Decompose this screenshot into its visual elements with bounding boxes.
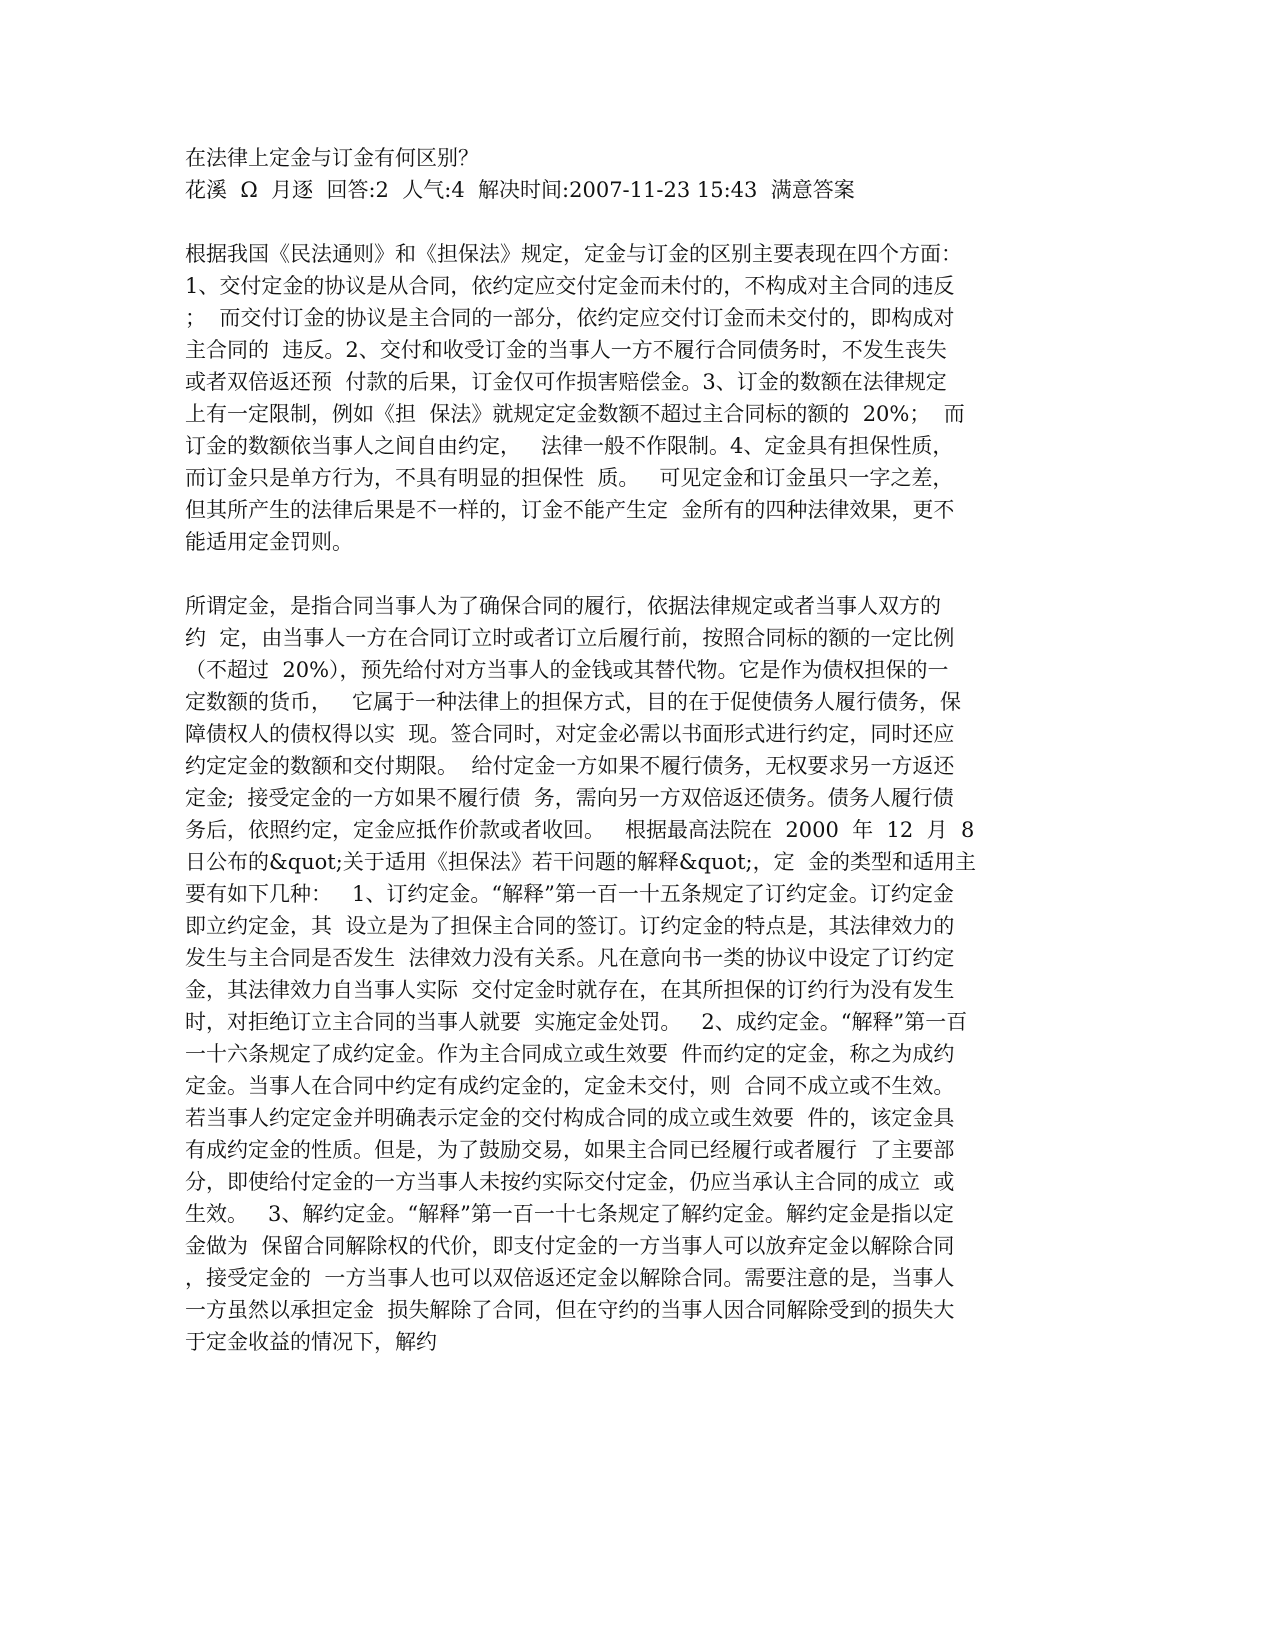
text-line: 约 定，由当事人一方在合同订立时或者订立后履行前，按照合同标的额的一定比例 bbox=[185, 626, 955, 650]
document-page bbox=[185, 142, 1080, 1358]
text-line: 生效。 3、解约定金。“解释”第一百一十七条规定了解约定金。解约定金是指以定 bbox=[185, 1202, 954, 1226]
text-line: 时，对拒绝订立主合同的当事人就要 实施定金处罚。 2、成约定金。“解释”第一百 bbox=[185, 1010, 968, 1034]
text-line: 根据我国《民法通则》和《担保法》规定，定金与订金的区别主要表现在四个方面： bbox=[185, 242, 962, 266]
text-line: 障债权人的债权得以实 现。签合同时，对定金必需以书面形式进行约定，同时还应 bbox=[185, 722, 955, 746]
text-line: 发生与主合同是否发生 法律效力没有关系。凡在意向书一类的协议中设定了订约定 bbox=[185, 946, 955, 970]
text-line: 分，即使给付定金的一方当事人未按约实际交付定金，仍应当承认主合同的成立 或 bbox=[185, 1170, 955, 1194]
document-title: 在法律上定金与订金有何区别？ bbox=[185, 146, 479, 170]
text-line: 一十六条规定了成约定金。作为主合同成立或生效要 件而约定的定金，称之为成约 bbox=[185, 1042, 955, 1066]
text-line: 而订金只是单方行为，不具有明显的担保性 质。 可见定金和订金虽只一字之差， bbox=[185, 466, 954, 490]
text-line: 一方虽然以承担定金 损失解除了合同，但在守约的当事人因合同解除受到的损失大 bbox=[185, 1298, 955, 1322]
text-line: ，接受定金的 一方当事人也可以双倍返还定金以解除合同。需要注意的是，当事人 bbox=[185, 1266, 955, 1290]
text-line: 1、交付定金的协议是从合同，依约定应交付定金而未付的，不构成对主合同的违反 bbox=[185, 274, 955, 298]
text-line: 定数额的货币， 它属于一种法律上的担保方式，目的在于促使债务人履行债务，保 bbox=[185, 690, 962, 714]
spacer bbox=[185, 558, 1080, 590]
text-line: ； 而交付订金的协议是主合同的一部分，依约定应交付订金而未交付的，即构成对 bbox=[185, 306, 955, 330]
paragraph-definition bbox=[185, 590, 1080, 1358]
text-line: 金做为 保留合同解除权的代价，即支付定金的一方当事人可以放弃定金以解除合同 bbox=[185, 1234, 955, 1258]
text-line: 务后，依照约定，定金应抵作价款或者收回。 根据最高法院在 2000 年 12 月 8 bbox=[185, 818, 975, 842]
text-line: 日公布的&quot;关于适用《担保法》若干问题的解释&quot;，定 金的类型和适用主 bbox=[185, 850, 976, 874]
text-line: 约定定金的数额和交付期限。 给付定金一方如果不履行债务，无权要求另一方返还 bbox=[185, 754, 955, 778]
text-line: 要有如下几种： 1、订约定金。“解释”第一百一十五条规定了订约定金。订约定金 bbox=[185, 882, 954, 906]
text-line: 即立约定金，其 设立是为了担保主合同的签订。订约定金的特点是，其法律效力的 bbox=[185, 914, 955, 938]
text-line: 能适用定金罚则。 bbox=[185, 530, 353, 554]
text-line: 有成约定金的性质。但是，为了鼓励交易，如果主合同已经履行或者履行 了主要部 bbox=[185, 1138, 955, 1162]
text-line: 若当事人约定定金并明确表示定金的交付构成合同的成立或生效要 件的，该定金具 bbox=[185, 1106, 955, 1130]
answer-meta-line: 花溪 Ω 月逐 回答:2 人气:4 解决时间:2007-11-23 15:43 满意答案 bbox=[185, 178, 855, 202]
text-line: 主合同的 违反。2、交付和收受订金的当事人一方不履行合同债务时，不发生丧失 bbox=[185, 338, 947, 362]
text-line: 所谓定金，是指合同当事人为了确保合同的履行，依据法律规定或者当事人双方的 bbox=[185, 594, 941, 618]
text-line: 订金的数额依当事人之间自由约定， 法律一般不作限制。4、定金具有担保性质， bbox=[185, 434, 954, 458]
text-line: 上有一定限制，例如《担 保法》就规定定金数额不超过主合同标的额的 20%； 而 bbox=[185, 402, 965, 426]
text-line: 定金; 接受定金的一方如果不履行债 务，需向另一方双倍返还债务。债务人履行债 bbox=[185, 786, 954, 810]
text-line: （不超过 20%），预先给付对方当事人的金钱或其替代物。它是作为债权担保的一 bbox=[185, 658, 949, 682]
paragraph-differences bbox=[185, 238, 1080, 558]
spacer bbox=[185, 206, 1080, 238]
text-line: 金，其法律效力自当事人实际 交付定金时就存在，在其所担保的订约行为没有发生 bbox=[185, 978, 955, 1002]
text-line: 于定金收益的情况下，解约 bbox=[185, 1330, 437, 1354]
text-line: 定金。当事人在合同中约定有成约定金的，定金未交付，则 合同不成立或不生效。 bbox=[185, 1074, 955, 1098]
text-line: 或者双倍返还预 付款的后果，订金仅可作损害赔偿金。3、订金的数额在法律规定 bbox=[185, 370, 947, 394]
text-line: 但其所产生的法律后果是不一样的，订金不能产生定 金所有的四种法律效果，更不 bbox=[185, 498, 955, 522]
